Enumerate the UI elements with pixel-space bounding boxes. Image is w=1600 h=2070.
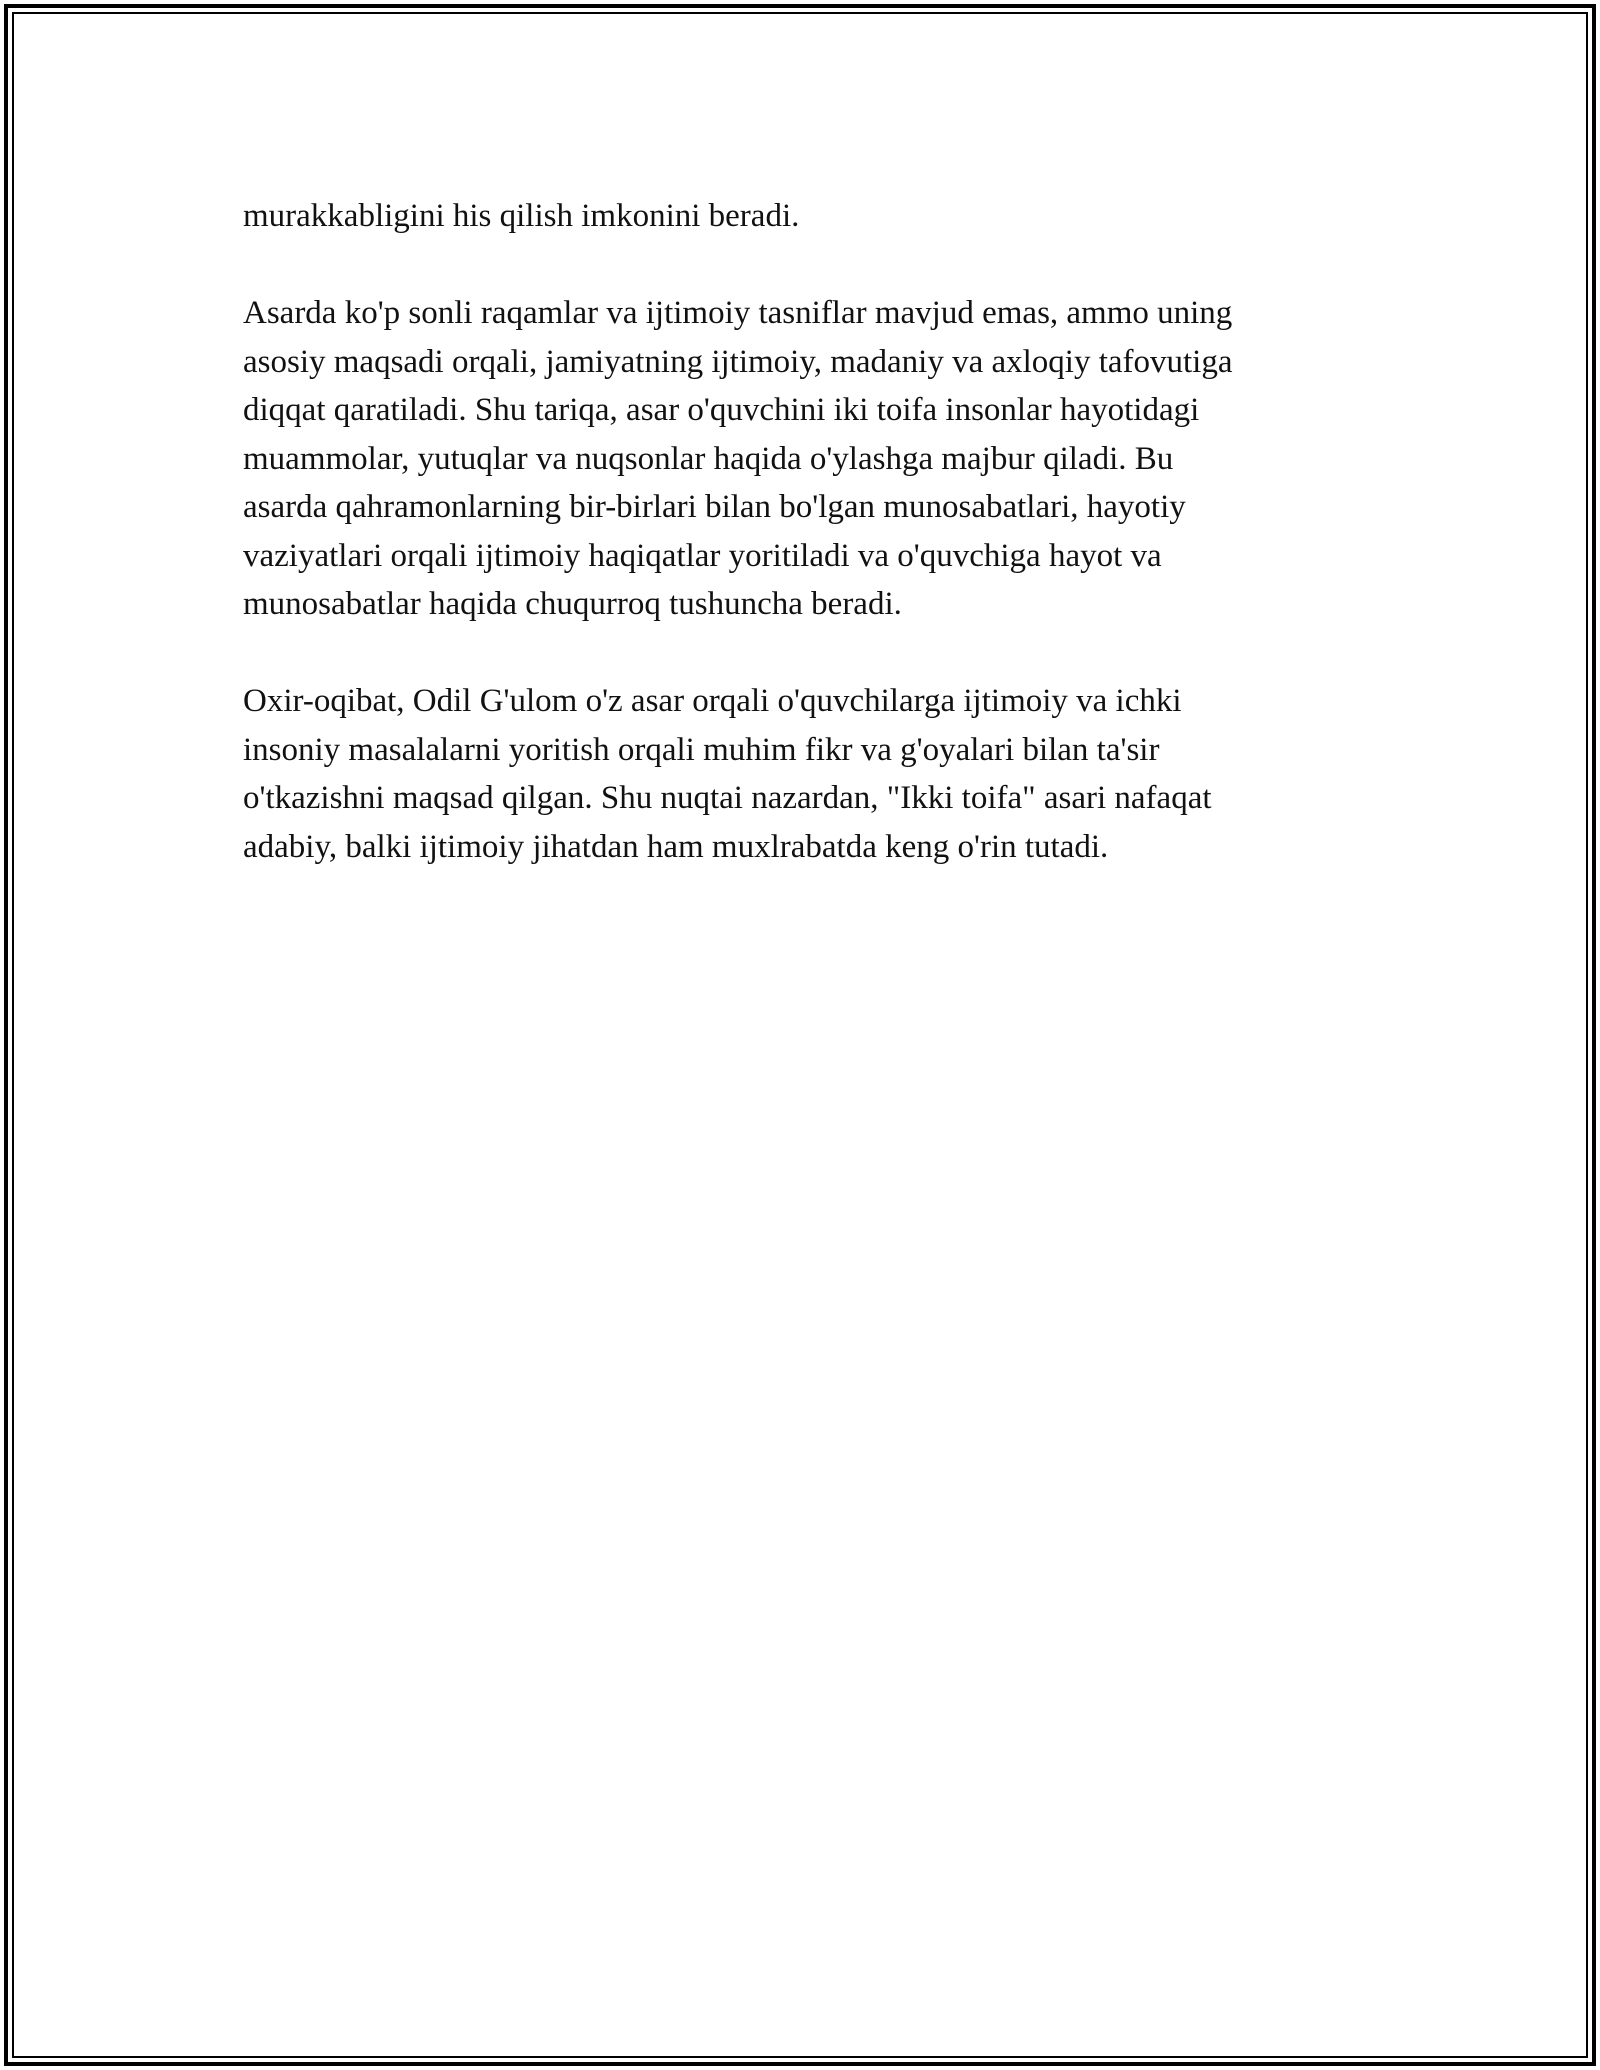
paragraph-1 bbox=[243, 192, 1393, 241]
text-line: asosiy maqsadi orqali, jamiyatning ijtimoiy, madaniy va axloqiy tafovutiga bbox=[243, 343, 1233, 380]
text-line: vaziyatlari orqali ijtimoiy haqiqatlar yoritiladi va o'quvchiga hayot va bbox=[243, 537, 1162, 574]
paragraph-2 bbox=[243, 289, 1393, 629]
text-line: muammolar, yutuqlar va nuqsonlar haqida o'ylashga majbur qiladi. Bu bbox=[243, 440, 1174, 477]
text-line: adabiy, balki ijtimoiy jihatdan ham muxlrabatda keng o'rin tutadi. bbox=[243, 828, 1109, 865]
text-line: Oxir-oqibat, Odil G'ulom o'z asar orqali o'quvchilarga ijtimoiy va ichki bbox=[243, 683, 1182, 719]
page-frame bbox=[4, 4, 1596, 2066]
text-line: o'tkazishni maqsad qilgan. Shu nuqtai nazardan, "Ikki toifa" asari nafaqat bbox=[243, 780, 1212, 816]
paragraph-3 bbox=[243, 677, 1393, 871]
text-line: diqqat qaratiladi. Shu tariqa, asar o'quvchini iki toifa insonlar hayotidagi bbox=[243, 392, 1200, 428]
text-line: insoniy masalalarni yoritish orqali muhim fikr va g'oyalari bilan ta'sir bbox=[243, 731, 1160, 768]
text-line: murakkabligini his qilish imkonini beradi. bbox=[243, 198, 800, 234]
text-line: asarda qahramonlarning bir-birlari bilan bo'lgan munosabatlari, hayotiy bbox=[243, 489, 1186, 525]
text-line: munosabatlar haqida chuqurroq tushuncha beradi. bbox=[243, 586, 902, 622]
text-line: Asarda ko'p sonli raqamlar va ijtimoiy tasniflar mavjud emas, ammo uning bbox=[243, 295, 1233, 331]
document-body bbox=[243, 192, 1393, 920]
